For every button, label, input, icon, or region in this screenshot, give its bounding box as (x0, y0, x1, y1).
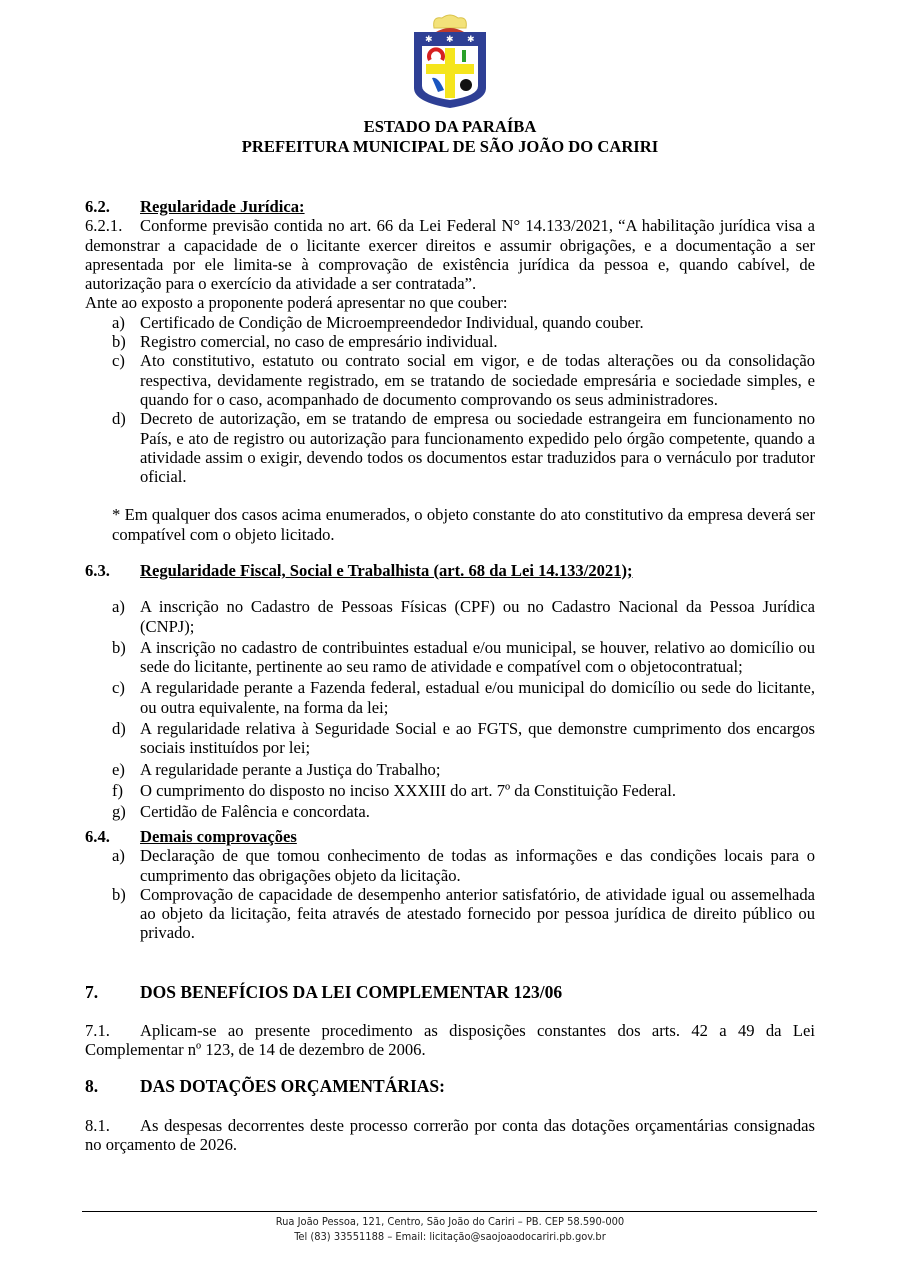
list-marker: f) (112, 780, 124, 800)
list-text: A regularidade perante a Justiça do Trabalho; (140, 759, 441, 779)
footer-address: Rua João Pessoa, 121, Centro, São João do Cariri – PB. CEP 58.590-000 (275, 1215, 625, 1228)
paragraph-7-1 (85, 1021, 815, 1060)
footer-contact: Tel (83) 33551188 – Email: licitação@saojoaodocariri.pb.gov.br (294, 1230, 606, 1243)
section-number: 7. (85, 982, 99, 1002)
list-marker: b) (112, 884, 126, 904)
paragraph-text: Conforme previsão contida no art. 66 da Lei Federal N° 14.133/2021, “A habilitação jurídica visa a demonstrar a capacidade de o licitante exercer direitos e assumir obrigações, e a documentação a ser apresentada por ele limita-se à comprovação de existência jurídica da pessoa e, quando cabível, de autorização para o exercício da atividade a ser contratada”. (85, 216, 815, 294)
list-marker: a) (112, 846, 125, 866)
section-title: DAS DOTAÇÕES ORÇAMENTÁRIAS: (140, 1076, 445, 1096)
section-7-heading (85, 983, 815, 1002)
svg-text:✱: ✱ (425, 34, 433, 44)
list-marker: a) (112, 312, 125, 332)
list-marker: b) (112, 637, 126, 657)
list-text: Certidão de Falência e concordata. (140, 802, 370, 822)
list-marker: e) (112, 759, 125, 779)
section-heading (85, 197, 815, 216)
note: * Em qualquer dos casos acima enumerados, o objeto constante do ato constitutivo da empresa deverá ser compatível com o objeto licitado. (112, 505, 815, 544)
section-heading (85, 561, 815, 580)
section-title: DOS BENEFÍCIOS DA LEI COMPLEMENTAR 123/06 (140, 982, 563, 1002)
list-text: O cumprimento do disposto no inciso XXXIII do art. 7º da Constituição Federal. (140, 780, 677, 800)
list-text: A inscrição no cadastro de contribuintes estadual e/ou municipal, se houver, relativo ao domicílio ou sede do licitante, pertinente ao seu ramo de atividade e compatível com o objetocontratual; (140, 637, 815, 677)
list-item (85, 760, 815, 779)
list-item (85, 597, 815, 636)
list-text: Registro comercial, no caso de empresário individual. (140, 332, 498, 352)
list-item (85, 638, 815, 677)
state-name: ESTADO DA PARAÍBA (363, 117, 537, 136)
list-marker: c) (112, 678, 125, 698)
list-text: Ato constitutivo, estatuto ou contrato social em vigor, e de todas alterações ou da consolidação respectiva, devidamente registrado, em se tratando de sociedade empresária e sociedade simples, e quando for o caso, acompanhado de documento comprovando os seus administradores. (140, 351, 815, 409)
paragraph-text: As despesas decorrentes deste processo correrão por conta das dotações orçamentárias consignadas no orçamento de 2026. (85, 1116, 815, 1155)
list-item (85, 409, 815, 486)
paragraph-6-2-1 (85, 216, 815, 293)
municipality-name: PREFEITURA MUNICIPAL DE SÃO JOÃO DO CARIRI (241, 137, 659, 156)
list-text: A regularidade perante a Fazenda federal, estadual e/ou municipal do domicílio ou sede do licitante, ou outra equivalente, na forma da lei; (140, 678, 815, 717)
intro-text: Ante ao exposto a proponente poderá apresentar no que couber: (85, 293, 508, 313)
coat-of-arms-logo (412, 10, 488, 110)
section-number: 8. (85, 1076, 99, 1096)
list-marker: g) (112, 802, 126, 822)
paragraph-text: Aplicam-se ao presente procedimento as disposições constantes dos arts. 42 a 49 da Lei Complementar nº 123, de 14 de dezembro de 2006. (85, 1021, 815, 1060)
section-title: Regularidade Fiscal, Social e Trabalhista (art. 68 da Lei 14.133/2021); (140, 561, 633, 580)
paragraph-number: 7.1. (85, 1021, 110, 1040)
section-6-2 (85, 197, 815, 544)
section-number: 6.3. (85, 561, 110, 580)
list-marker: d) (112, 409, 126, 429)
list-item (85, 802, 815, 821)
list-item (85, 678, 815, 717)
section-6-4 (85, 827, 815, 943)
paragraph-number: 6.2.1. (85, 216, 123, 236)
list-marker: a) (112, 597, 125, 617)
list-text: A inscrição no Cadastro de Pessoas Físicas (CPF) ou no Cadastro Nacional da Pessoa Jurídica (CNPJ); (140, 597, 815, 636)
list-text: Declaração de que tomou conhecimento de todas as informações e das condições locais para o cumprimento das obrigações objeto da licitação. (140, 846, 815, 885)
list-item (85, 332, 815, 351)
list-item (85, 846, 815, 885)
list-item (85, 351, 815, 409)
paragraph-8-1 (85, 1116, 815, 1155)
list-marker: d) (112, 719, 126, 739)
footer-divider (82, 1211, 817, 1212)
section-number: 6.4. (85, 827, 110, 846)
section-title: Regularidade Jurídica: (140, 197, 305, 216)
list-text: Certificado de Condição de Microempreendedor Individual, quando couber. (140, 312, 644, 332)
section-6-3 (85, 561, 815, 822)
svg-text:✱: ✱ (467, 34, 475, 44)
list-text: Comprovação de capacidade de desempenho anterior satisfatório, de atividade igual ou assemelhada ao objeto da licitação, feita através de atestado fornecido por pessoa jurídica de direito público ou privado. (140, 884, 815, 943)
list-text: A regularidade relativa à Seguridade Social e ao FGTS, que demonstre cumprimento dos encargos sociais instituídos por lei; (140, 719, 815, 758)
list-item (85, 719, 815, 758)
section-8-heading (85, 1077, 815, 1096)
section-number: 6.2. (85, 197, 110, 216)
section-title: Demais comprovações (140, 827, 297, 846)
list-item (85, 885, 815, 943)
paragraph-number: 8.1. (85, 1116, 110, 1135)
list-marker: b) (112, 332, 126, 352)
svg-text:✱: ✱ (446, 34, 454, 44)
list-text: Decreto de autorização, em se tratando de empresa ou sociedade estrangeira em funcionamento no País, e ato de registro ou autorização para funcionamento expedido pelo órgão competente, quando a atividade assim o exigir, devendo todos os documentos estar traduzidos para o vernáculo por tradutor oficial. (140, 409, 815, 487)
list-item (85, 781, 815, 800)
section-heading (85, 827, 815, 846)
list-marker: c) (112, 351, 125, 371)
list-item (85, 313, 815, 332)
